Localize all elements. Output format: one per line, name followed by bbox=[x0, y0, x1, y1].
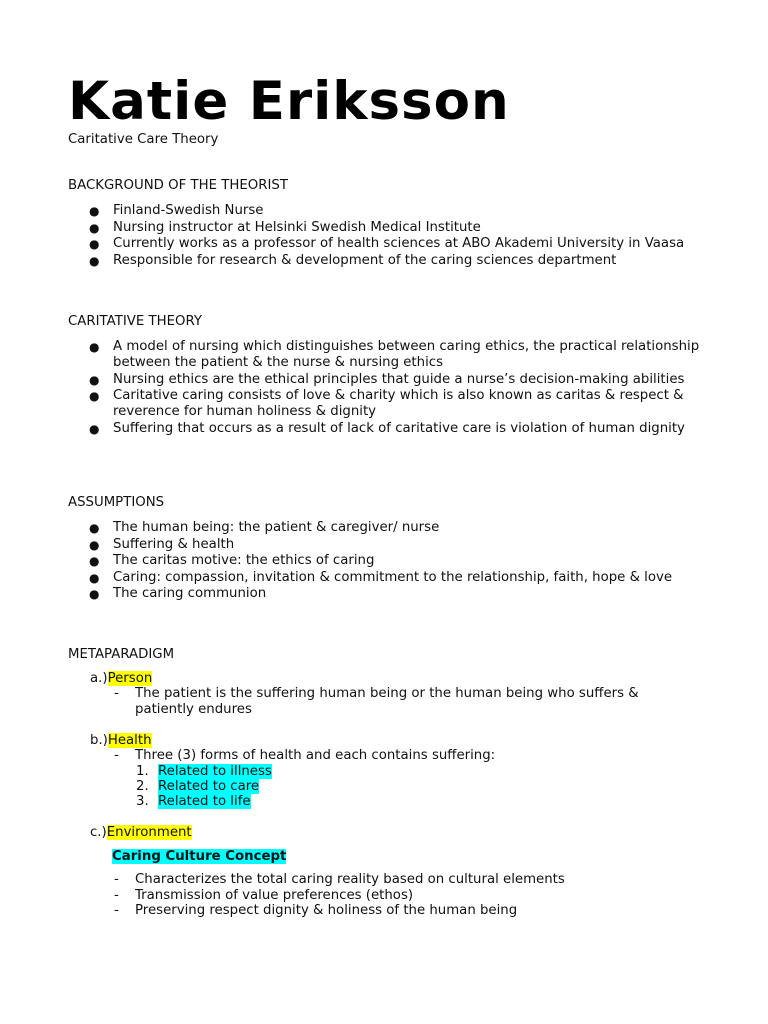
bullet-icon: ● bbox=[89, 521, 100, 535]
list-item: ● A model of nursing which distinguishes between caring ethics, the practical relationship between the patient & the nurse & nursing ethics bbox=[89, 339, 700, 370]
dash-icon: - bbox=[114, 872, 119, 887]
bullet-icon: ● bbox=[89, 253, 100, 268]
bullet-icon: ● bbox=[89, 421, 100, 436]
list-item: ● Finland-Swedish Nurse bbox=[89, 203, 264, 218]
document-title: Katie Eriksson bbox=[68, 71, 510, 132]
health-detail: - Three (3) forms of health and each contains suffering: bbox=[114, 748, 496, 763]
health-form-item: 1. Related to illness bbox=[136, 764, 272, 779]
health-highlight: Health bbox=[107, 733, 152, 748]
list-item: ● Suffering that occurs as a result of lack of caritative care is violation of human dignity bbox=[89, 420, 685, 436]
list-item: ● Nursing instructor at Helsinki Swedish Medical Institute bbox=[89, 219, 481, 235]
dash-icon: - bbox=[114, 903, 119, 918]
bullet-icon: ● bbox=[89, 340, 100, 354]
metaparadigm-heading: METAPARADIGM bbox=[68, 647, 175, 662]
list-item: ● The human being: the patient & caregiver/ nurse bbox=[89, 520, 440, 535]
bullet-icon: ● bbox=[89, 389, 100, 403]
list-item: ● The caring communion bbox=[89, 586, 267, 601]
theory-list bbox=[68, 339, 703, 437]
person-detail: - The patient is the suffering human being or the human being who suffers & patiently endures bbox=[114, 686, 639, 717]
dash-icon: - bbox=[114, 748, 119, 763]
person-highlight: Person bbox=[107, 671, 153, 686]
theory-heading: CARITATIVE THEORY bbox=[68, 314, 202, 329]
assumptions-heading: ASSUMPTIONS bbox=[68, 495, 165, 510]
document-subtitle: Caritative Care Theory bbox=[68, 132, 219, 147]
health-form-item: 2. Related to care bbox=[136, 779, 260, 794]
list-item: ● Currently works as a professor of health sciences at ABO Akademi University in Vaasa bbox=[89, 236, 685, 251]
dash-icon: - bbox=[114, 686, 119, 701]
list-item: ● Nursing ethics are the ethical principles that guide a nurse’s decision-making abilities bbox=[89, 371, 685, 387]
bullet-icon: ● bbox=[89, 587, 100, 601]
background-heading: BACKGROUND OF THE THEORIST bbox=[68, 178, 288, 193]
list-item: ● Caritative caring consists of love & charity which is also known as caritas & respect & reverence for human holiness & dignity bbox=[89, 388, 684, 419]
environment-label: c.)Environment bbox=[90, 825, 192, 840]
person-label: a.)Person bbox=[90, 671, 153, 686]
bullet-icon: ● bbox=[89, 372, 100, 387]
environment-highlight: Environment bbox=[106, 825, 192, 840]
bullet-icon: ● bbox=[89, 237, 100, 251]
list-item: ● Responsible for research & development of the caring sciences department bbox=[89, 252, 617, 268]
bullet-icon: ● bbox=[89, 220, 100, 235]
list-item: ● Caring: compassion, invitation & commitment to the relationship, faith, hope & love bbox=[89, 569, 673, 585]
environment-detail: - Transmission of value preferences (ethos) bbox=[114, 888, 414, 903]
bullet-icon: ● bbox=[89, 570, 100, 585]
background-list bbox=[68, 203, 703, 269]
assumptions-list bbox=[68, 520, 703, 603]
caring-culture-concept: Caring Culture Concept bbox=[112, 849, 287, 864]
dash-icon: - bbox=[114, 888, 119, 903]
health-label: b.)Health bbox=[90, 733, 152, 748]
bullet-icon: ● bbox=[89, 537, 100, 552]
health-form-item: 3. Related to life bbox=[136, 794, 251, 809]
environment-detail: - Preserving respect dignity & holiness of the human being bbox=[114, 903, 518, 918]
list-item: ● Suffering & health bbox=[89, 536, 235, 552]
environment-detail: - Characterizes the total caring reality based on cultural elements bbox=[114, 872, 565, 887]
bullet-icon: ● bbox=[89, 554, 100, 568]
list-item: ● The caritas motive: the ethics of caring bbox=[89, 553, 375, 568]
bullet-icon: ● bbox=[89, 204, 100, 218]
